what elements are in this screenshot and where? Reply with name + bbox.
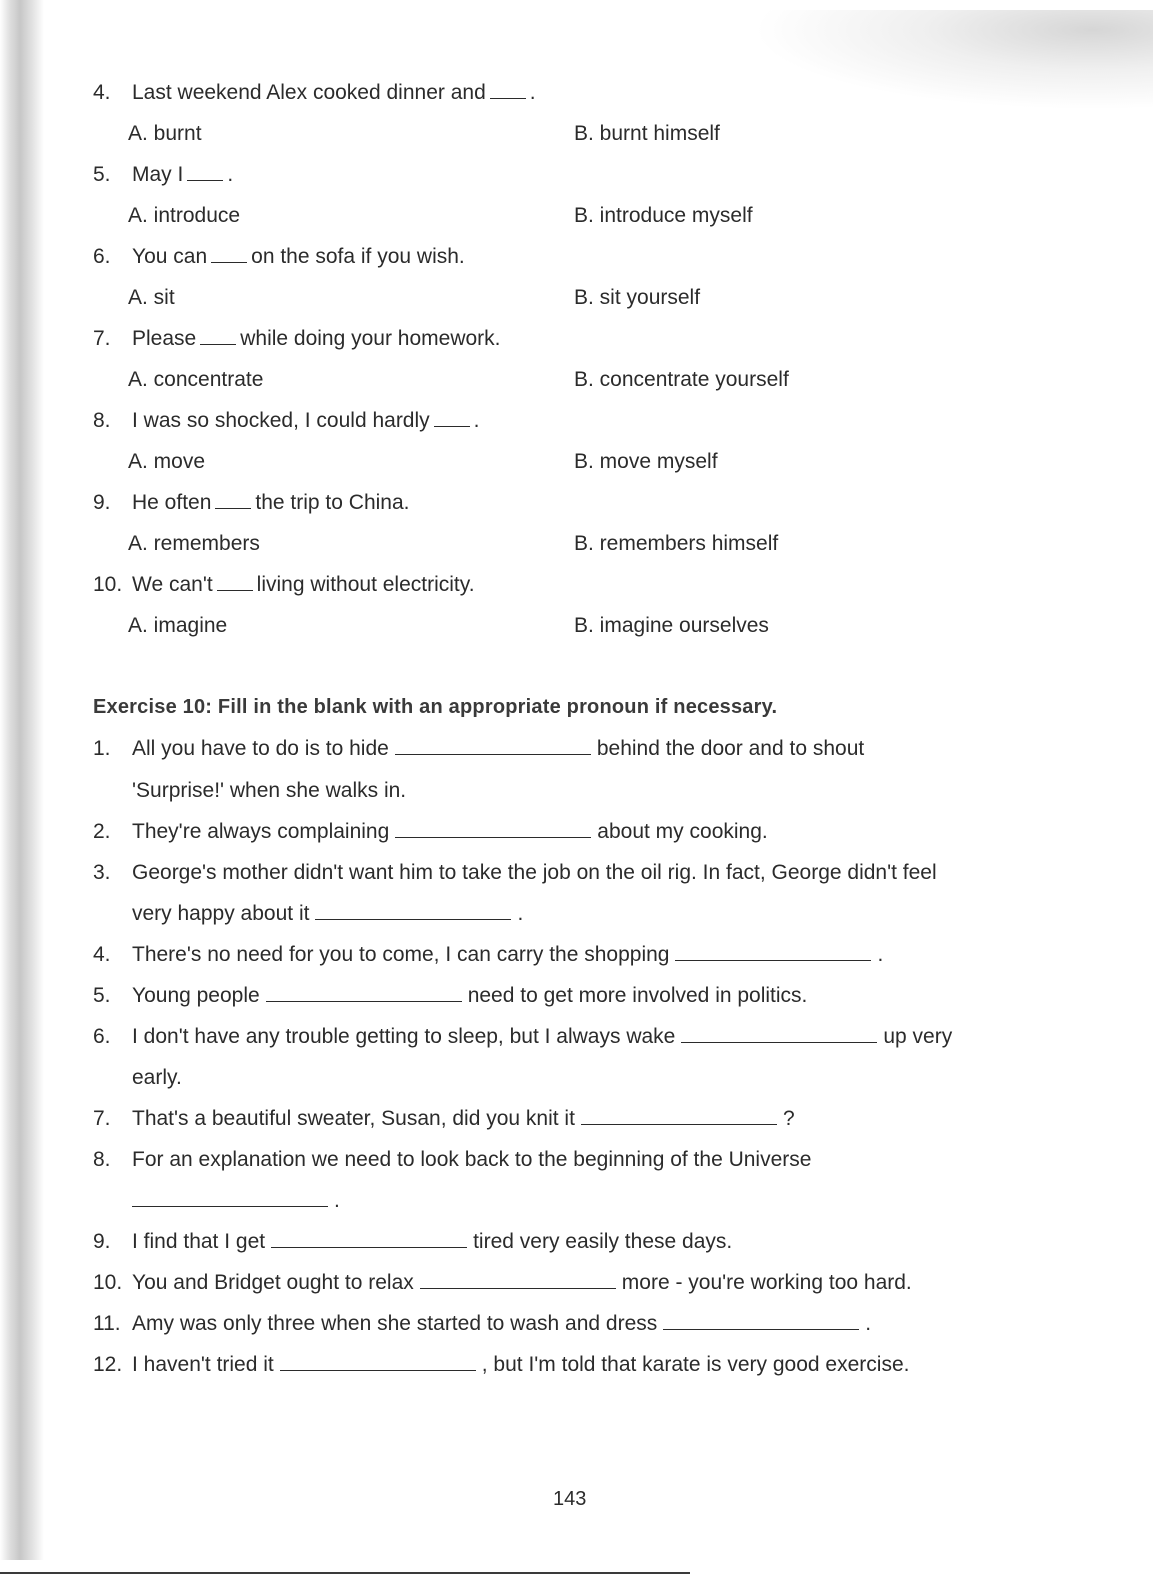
option-a[interactable]: A. burnt xyxy=(128,122,202,145)
option-b[interactable]: B. imagine ourselves xyxy=(574,614,769,637)
answer-blank[interactable] xyxy=(280,1352,476,1371)
answer-blank[interactable] xyxy=(315,901,511,920)
page-number: 143 xyxy=(553,1488,587,1510)
answer-blank[interactable] xyxy=(187,162,223,181)
answer-blank[interactable] xyxy=(211,244,247,263)
option-a[interactable]: A. remembers xyxy=(128,532,260,555)
page-binding-shadow xyxy=(0,0,44,1560)
answer-blank[interactable] xyxy=(581,1106,777,1125)
answer-blank[interactable] xyxy=(395,819,591,838)
option-a[interactable]: A. move xyxy=(128,450,206,473)
answer-blank[interactable] xyxy=(271,1229,467,1248)
answer-blank[interactable] xyxy=(200,326,236,345)
answer-blank[interactable] xyxy=(434,408,470,427)
option-b[interactable]: B. remembers himself xyxy=(574,532,779,555)
answer-blank[interactable] xyxy=(490,80,526,99)
exercise-heading: Exercise 10: Fill in the blank with an appropriate pronoun if necessary. xyxy=(93,696,778,718)
option-b[interactable]: B. introduce myself xyxy=(574,204,753,227)
option-b[interactable]: B. burnt himself xyxy=(574,122,720,145)
answer-blank[interactable] xyxy=(681,1024,877,1043)
option-a[interactable]: A. imagine xyxy=(128,614,228,637)
option-b[interactable]: B. concentrate yourself xyxy=(574,368,789,391)
option-b[interactable]: B. sit yourself xyxy=(574,286,701,309)
option-a[interactable]: A. concentrate xyxy=(128,368,264,391)
answer-blank[interactable] xyxy=(132,1188,328,1207)
answer-blank[interactable] xyxy=(217,572,253,591)
answer-blank[interactable] xyxy=(675,942,871,961)
option-b[interactable]: B. move myself xyxy=(574,450,718,473)
answer-blank[interactable] xyxy=(420,1270,616,1289)
answer-blank[interactable] xyxy=(266,983,462,1002)
answer-blank[interactable] xyxy=(663,1311,859,1330)
bottom-rule xyxy=(0,1572,690,1574)
answer-blank[interactable] xyxy=(215,490,251,509)
option-a[interactable]: A. sit xyxy=(128,286,175,309)
scan-shade xyxy=(753,10,1153,110)
option-a[interactable]: A. introduce xyxy=(128,204,241,227)
answer-blank[interactable] xyxy=(395,736,591,755)
